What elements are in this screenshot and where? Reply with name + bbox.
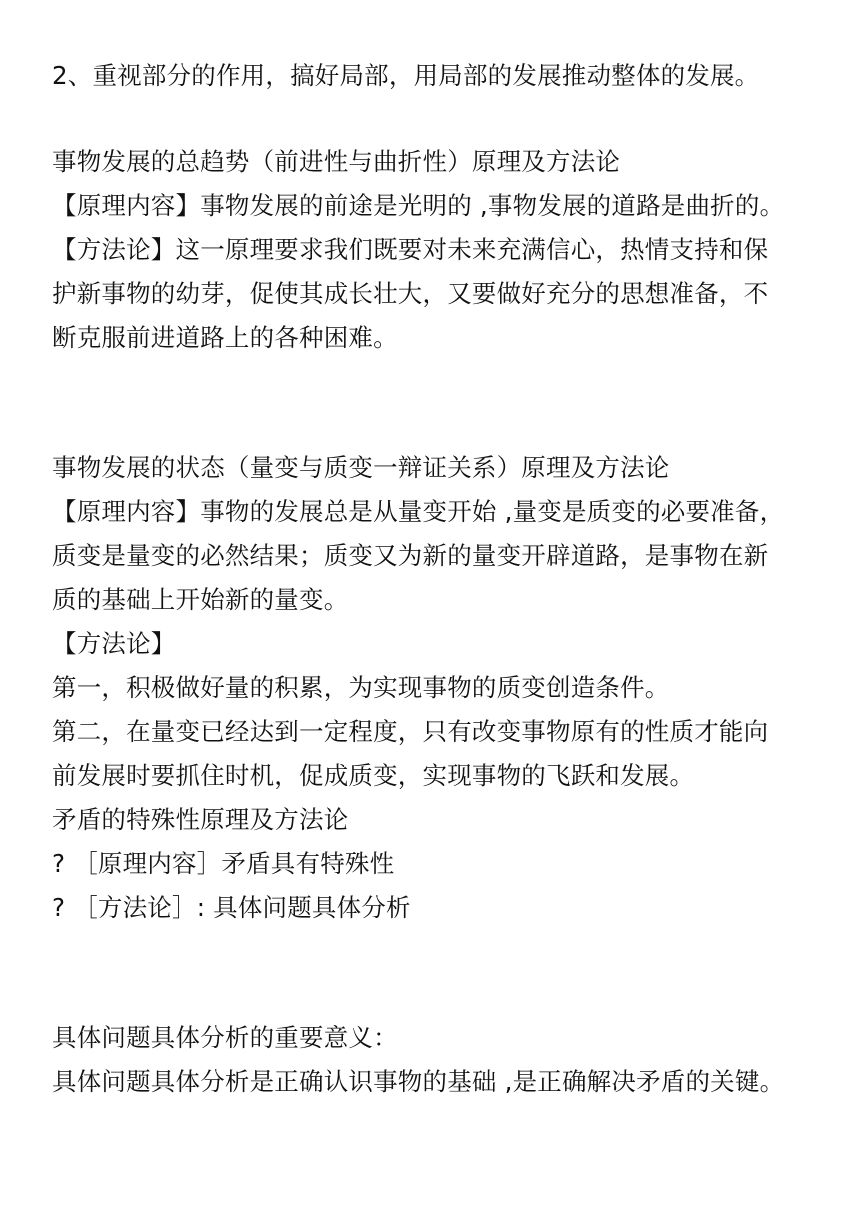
spacer	[52, 98, 812, 140]
state-principle-line-1: 【原理内容】事物的发展总是从量变开始 ,量变是质变的必要准备，	[52, 497, 785, 526]
spacer	[52, 360, 812, 446]
general-trend-principle: 【原理内容】事物发展的前途是光明的 ,事物发展的道路是曲折的。	[52, 191, 785, 220]
particularity-bullet-principle: ? ［原理内容］矛盾具有特殊性	[52, 849, 395, 878]
particularity-bullet-method: ? ［方法论］: 具体问题具体分析	[52, 893, 411, 922]
general-trend-method-line-2: 护新事物的幼芽，促使其成长壮大，又要做好充分的思想准备，不	[52, 279, 769, 308]
general-trend-title: 事物发展的总趋势（前进性与曲折性）原理及方法论	[52, 147, 621, 176]
intro-line: 2、重视部分的作用，搞好局部，用局部的发展推动整体的发展。	[52, 61, 760, 90]
state-second-point-line-1: 第二，在量变已经达到一定程度，只有改变事物原有的性质才能向	[52, 717, 769, 746]
state-title: 事物发展的状态（量变与质变一辩证关系）原理及方法论	[52, 453, 670, 482]
state-method-heading: 【方法论】	[52, 629, 176, 658]
general-trend-method-line-1: 【方法论】这一原理要求我们既要对未来充满信心，热情支持和保	[52, 235, 769, 264]
significance-title: 具体问题具体分析的重要意义：	[52, 1023, 398, 1052]
state-first-point: 第一，积极做好量的积累，为实现事物的质变创造条件。	[52, 673, 670, 702]
state-principle-line-2: 质变是量变的必然结果；质变又为新的量变开辟道路，是事物在新	[52, 541, 769, 570]
state-principle-line-3: 质的基础上开始新的量变。	[52, 585, 349, 614]
state-second-point-line-2: 前发展时要抓住时机，促成质变，实现事物的飞跃和发展。	[52, 761, 695, 790]
general-trend-method-line-3: 断克服前进道路上的各种困难。	[52, 323, 398, 352]
spacer	[52, 930, 812, 1016]
particularity-title: 矛盾的特殊性原理及方法论	[52, 805, 349, 834]
document-page	[52, 54, 812, 1104]
significance-content: 具体问题具体分析是正确认识事物的基础 ,是正确解决矛盾的关键。	[52, 1067, 785, 1096]
